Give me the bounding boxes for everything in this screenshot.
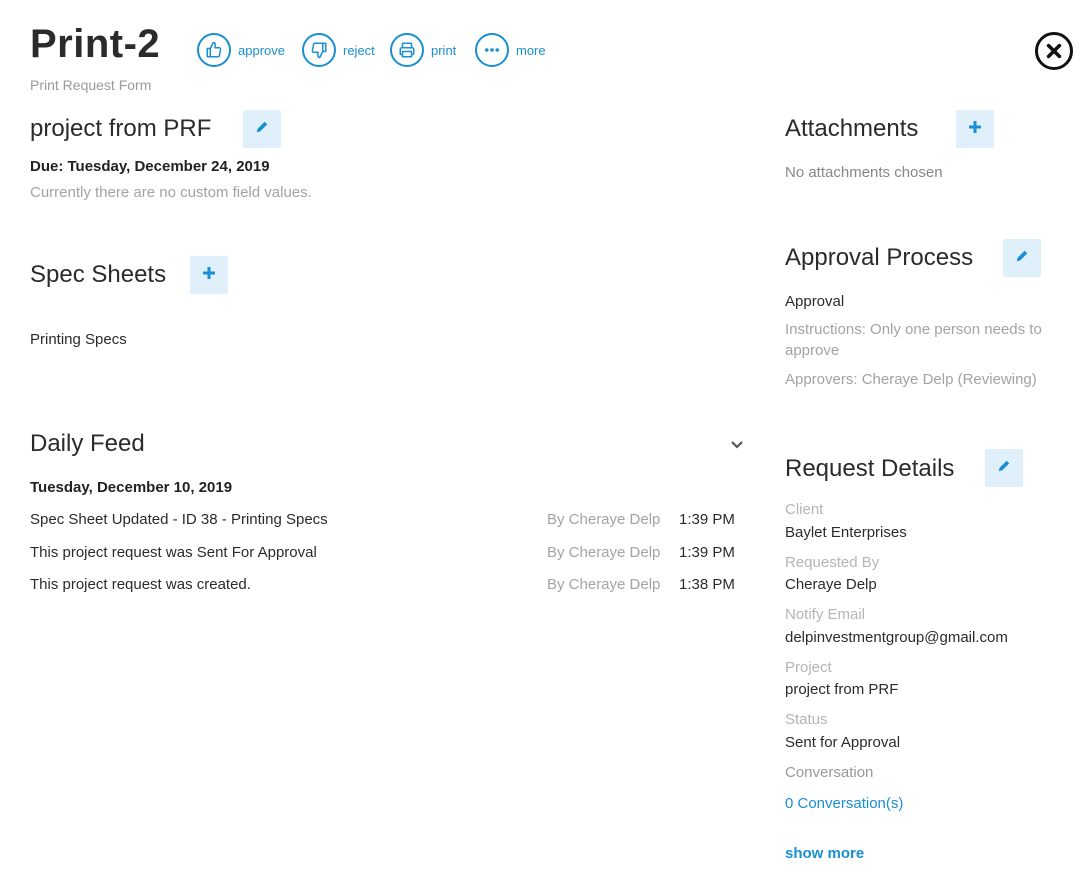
requested-by-label: Requested By [785,554,880,571]
plus-icon [202,266,216,285]
add-spec-sheet-button[interactable] [190,256,228,294]
attachments-empty: No attachments chosen [785,164,943,181]
conversation-label: Conversation [785,764,874,781]
custom-fields-note: Currently there are no custom field values. [30,184,312,201]
attachments-title: Attachments [785,115,919,142]
notify-email-label: Notify Email [785,606,866,623]
notify-email-value: delpinvestmentgroup@gmail.com [785,629,1008,646]
pencil-icon [1015,249,1029,268]
approval-approvers: Approvers: Cheraye Delp (Reviewing) [785,371,1037,388]
feed-entry [30,511,740,533]
reject-button[interactable] [302,33,375,67]
page-title: Print-2 [30,22,161,66]
due-date: Due: Tuesday, December 24, 2019 [30,158,270,175]
page-subtitle: Print Request Form [30,77,152,93]
feed-entry-time: 1:38 PM [679,576,735,593]
feed-entry-text: This project request was created. [30,576,251,593]
feed-entry-text: This project request was Sent For Approval [30,544,317,561]
print-button[interactable] [390,33,456,67]
status-value: Sent for Approval [785,734,901,751]
feed-entry-author: By Cheraye Delp [547,544,661,561]
status-label: Status [785,711,828,728]
approval-title: Approval Process [785,244,974,271]
spec-sheet-item[interactable]: Printing Specs [30,331,127,348]
plus-icon [968,120,982,139]
thumbs-down-icon [302,33,336,67]
requested-by-value: Cheraye Delp [785,576,877,593]
more-label: more [516,42,546,58]
project-name: project from PRF [30,115,212,142]
feed-entry [30,576,740,598]
daily-feed-title: Daily Feed [30,430,145,457]
request-details-title: Request Details [785,455,955,482]
conversation-link[interactable]: 0 Conversation(s) [785,795,904,812]
approve-button[interactable] [197,33,285,67]
client-value: Baylet Enterprises [785,524,907,541]
feed-entry [30,544,740,566]
pencil-icon [997,459,1011,478]
client-label: Client [785,501,824,518]
add-attachment-button[interactable] [956,110,994,148]
spec-sheets-title: Spec Sheets [30,261,167,288]
printer-icon [390,33,424,67]
approval-instructions: Instructions: Only one person needs to approve [785,321,1042,359]
more-dots-icon [475,33,509,67]
chevron-down-icon[interactable] [730,437,744,455]
feed-entry-author: By Cheraye Delp [547,576,661,593]
close-icon[interactable] [1035,32,1073,70]
feed-entry-time: 1:39 PM [679,511,735,528]
project-value: project from PRF [785,681,899,698]
feed-entry-author: By Cheraye Delp [547,511,661,528]
approval-name: Approval [785,293,845,310]
show-more-link[interactable]: show more [785,845,865,862]
reject-label: reject [343,42,375,58]
more-button[interactable] [475,33,546,67]
edit-approval-button[interactable] [1003,239,1041,277]
feed-entry-text: Spec Sheet Updated - ID 38 - Printing Specs [30,511,328,528]
pencil-icon [255,120,269,139]
edit-request-details-button[interactable] [985,449,1023,487]
thumbs-up-icon [197,33,231,67]
edit-project-button[interactable] [243,110,281,148]
project-label: Project [785,659,832,676]
feed-entry-time: 1:39 PM [679,544,735,561]
print-label: print [431,42,457,58]
approve-label: approve [238,42,285,58]
feed-date: Tuesday, December 10, 2019 [30,479,233,496]
